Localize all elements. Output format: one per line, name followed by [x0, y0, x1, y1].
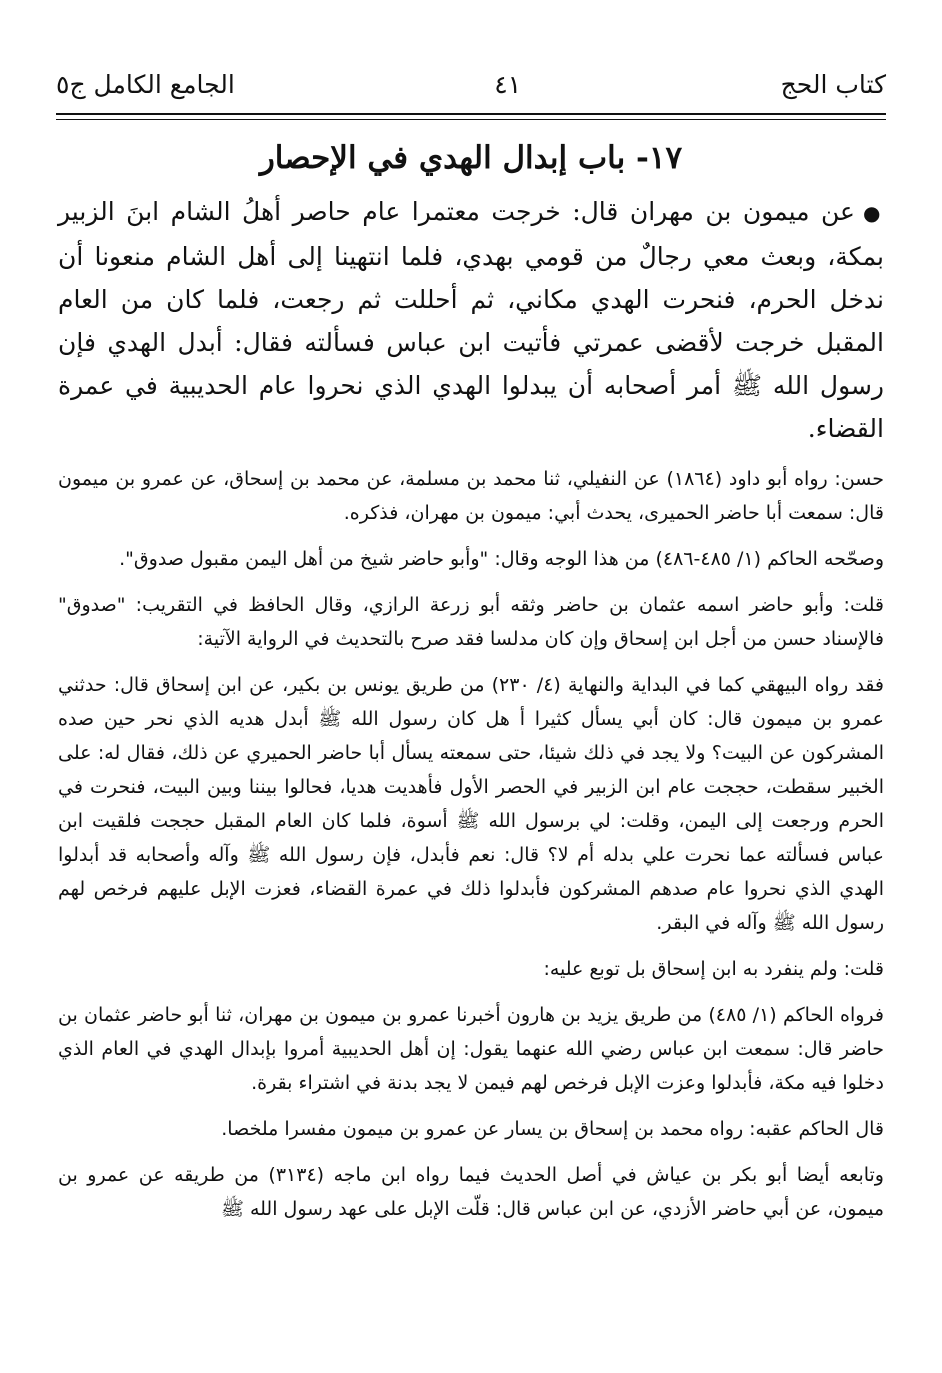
header-page-number: ٤١ [494, 69, 522, 99]
note-paragraph: قلت: وأبو حاضر اسمه عثمان بن حاضر وثقه أبو زرعة الرازي، وقال الحافظ في التقريب: "صدوق" فالإسناد حسن من أجل ابن إسحاق وإن كان مدلسا فقد صرح بالتحديث في الرواية الآتية: [58, 594, 884, 650]
main-hadith [58, 190, 884, 450]
running-header [56, 62, 886, 106]
note-paragraph: فرواه الحاكم (١/ ٤٨٥) من طريق يزيد بن هارون أخبرنا عمرو بن ميمون بن مهران، ثنا أبو حاضر عثمان بن حاضر قال: سمعت ابن عباس رضي الله عنهما يقول: إن أهل الحديبية أمروا بإبدال الهدي في العام الذي دخلوا فيه مكة، فأبدلوا وعزت الإبل فرخص لهم فيمن لا يجد بدنة في اشتراء بقرة. [58, 1004, 884, 1094]
page-body [58, 132, 884, 1226]
bullet-icon: ● [862, 201, 884, 225]
header-book-title: كتاب الحج [780, 69, 886, 99]
header-volume: الجامع الكامل ج٥ [56, 69, 235, 99]
header-rule-thin [56, 119, 886, 120]
note-paragraph: قال الحاكم عقبه: رواه محمد بن إسحاق بن يسار عن عمرو بن ميمون مفسرا ملخصا. [221, 1118, 884, 1140]
chapter-title: ١٧- باب إبدال الهدي في الإحصار [259, 140, 683, 176]
header-rule-thick [56, 113, 886, 115]
note-paragraph: قلت: ولم ينفرد به ابن إسحاق بل توبع عليه: [543, 958, 884, 980]
note-paragraph: وتابعه أيضا أبو بكر بن عياش في أصل الحديث فيما رواه ابن ماجه (٣١٣٤) من طريقه عن عمرو بن ميمون، عن أبي حاضر الأزدي، عن ابن عباس قال: قلّت الإبل على عهد رسول الله ﷺ [58, 1164, 884, 1220]
note-paragraph: حسن: رواه أبو داود (١٨٦٤) عن النفيلي، ثنا محمد بن مسلمة، عن محمد بن إسحاق، عن عمرو بن ميمون قال: سمعت أبا حاضر الحميرى، يحدث أبي: ميمون بن مهران، فذكره. [58, 468, 884, 524]
note-paragraph: وصحّحه الحاكم (١/ ٤٨٥-٤٨٦) من هذا الوجه وقال: "وأبو حاضر شيخ من أهل اليمن مقبول صدوق". [119, 548, 884, 570]
note-paragraph: فقد رواه البيهقي كما في البداية والنهاية (٤/ ٢٣٠) من طريق يونس بن بكير، عن ابن إسحاق قال: حدثني عمرو بن ميمون قال: كان أبي يسأل كثيرا أ هل كان رسول الله ﷺ أبدل هديه الذي نحر حين صده المشركون عن البيت؟ ولا يجد في ذلك شيئا، حتى سمعته يسأل أبا حاضر الحميري عن ذلك، فقال له: على الخبير سقطت، حججت عام ابن الزبير في الحصر الأول فأهديت هديا، فحالوا بيننا وبين البيت، فنحرت في الحرم ورجعت إلى اليمن، وقلت: لي برسول الله ﷺ أسوة، فلما كان العام المقبل حججت فلقيت ابن عباس فسألته عما نحرت علي بدله أم لا؟ قال: نعم فأبدل، فإن رسول الله ﷺ وآله وأصحابه قد أبدلوا الهدي الذي نحروا عام صدهم المشركون فأبدلوا ذلك في عمرة القضاء، فعزت الإبل عليهم فرخص لهم رسول الله ﷺ وآله في البقر. [58, 674, 884, 934]
main-hadith-text: عن ميمون بن مهران قال: خرجت معتمرا عام حاصر أهلُ الشام ابنَ الزبير بمكة، وبعث معي رجالٌ من قومي بهدي، فلما انتهينا إلى أهل الشام منعونا أن ندخل الحرم، فنحرت الهدي مكاني، ثم أحللت ثم رجعت، فلما كان من العام المقبل خرجت لأقضى عمرتي فأتيت ابن عباس فسألته فقال: أبدل الهدي فإن رسول الله ﷺ أمر أصحابه أن يبدلوا الهدي الذي نحروا عام الحديبية في عمرة القضاء. [58, 197, 884, 443]
